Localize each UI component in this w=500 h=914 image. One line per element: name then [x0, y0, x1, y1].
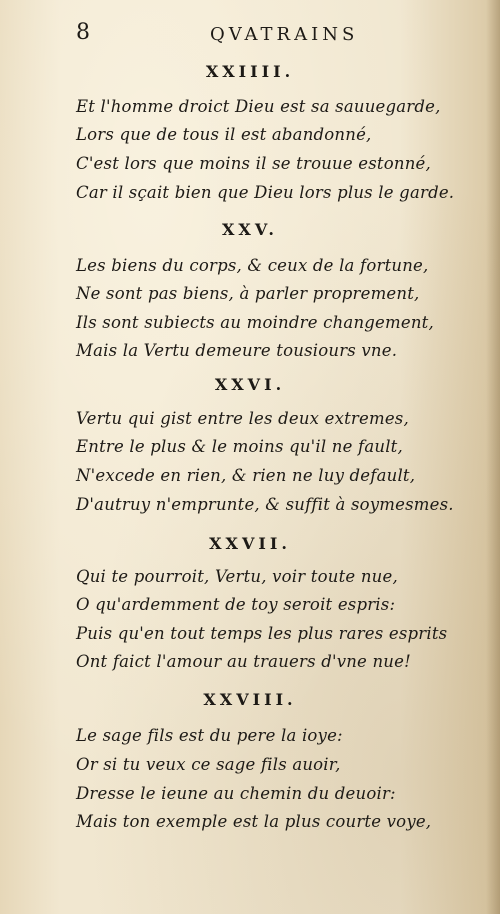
page-gutter-shadow [486, 0, 500, 914]
verse-line: O qu'ardemment de toy seroit espris: [76, 595, 396, 614]
verse-line: Lors que de tous il est abandonné, [76, 125, 372, 144]
quatrain-number: XXIIII. [205, 62, 295, 81]
verse-line: Or si tu veux ce sage fils auoir, [76, 755, 341, 774]
running-title: QVATRAINS [210, 24, 359, 45]
quatrain-number: XXV. [221, 220, 278, 239]
quatrain-number: XXVII. [209, 534, 291, 553]
verse-line: Puis qu'en tout temps les plus rares esprits [76, 624, 448, 643]
verse-line: Mais la Vertu demeure tousiours vne. [76, 341, 398, 360]
verse-line: C'est lors que moins il se trouue estonné, [76, 154, 431, 173]
quatrain-number: XXVIII. [203, 690, 297, 709]
verse-line: Le sage fils est du pere la ioye: [76, 726, 343, 745]
verse-line: Les biens du corps, & ceux de la fortune, [76, 256, 429, 275]
verse-line: Ne sont pas biens, à parler proprement, [76, 284, 420, 303]
verse-line: Ont faict l'amour au trauers d'vne nue! [76, 652, 411, 671]
verse-line: Entre le plus & le moins qu'il ne fault, [76, 437, 403, 456]
page-header [76, 20, 406, 50]
verse-line: Ils sont subiects au moindre changement, [76, 313, 434, 332]
verse-line: Dresse le ieune au chemin du deuoir: [76, 784, 396, 803]
page-number: 8 [76, 20, 91, 45]
verse-line: Vertu qui gist entre les deux extremes, [76, 409, 409, 428]
verse-line: D'autruy n'emprunte, & suffit à soymesmes. [76, 495, 454, 514]
verse-line: N'excede en rien, & rien ne luy default, [76, 466, 416, 485]
verse-line: Qui te pourroit, Vertu, voir toute nue, [76, 567, 398, 586]
verse-line: Et l'homme droict Dieu est sa sauuegarde, [76, 97, 441, 116]
verse-line: Mais ton exemple est la plus courte voye, [76, 812, 432, 831]
quatrain-number: XXVI. [214, 375, 286, 394]
verse-line: Car il sçait bien que Dieu lors plus le garde. [76, 183, 455, 202]
